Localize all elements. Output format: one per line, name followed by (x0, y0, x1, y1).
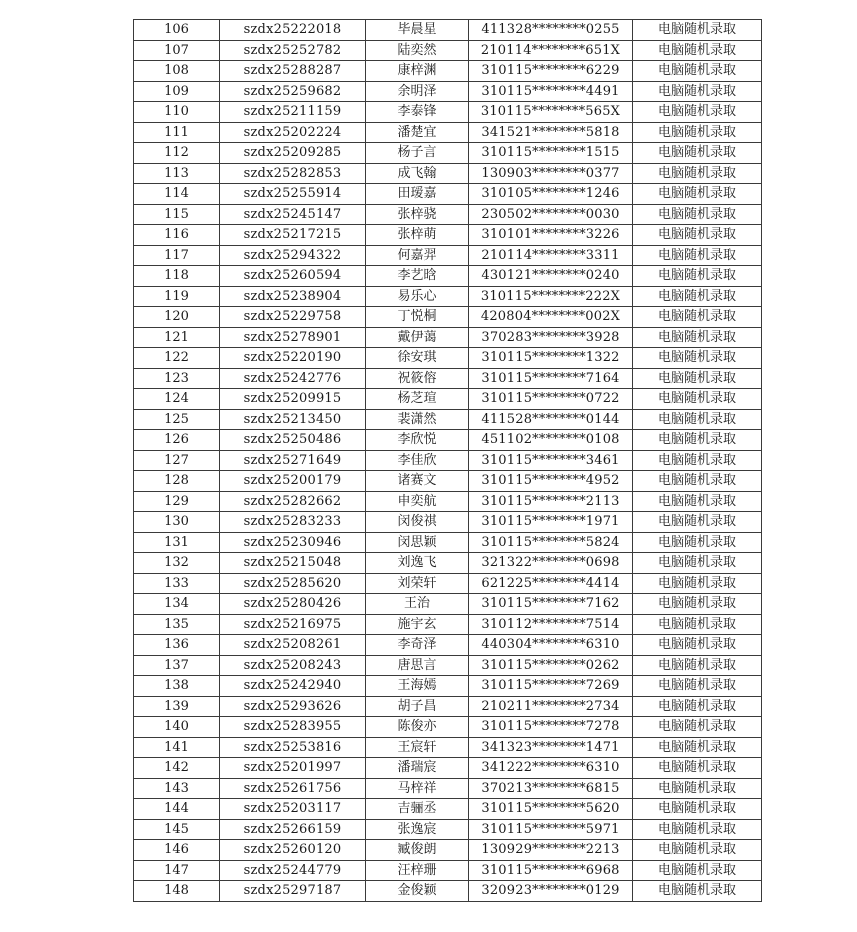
applicant-id-cell: szdx25293626 (220, 696, 366, 717)
table-row (134, 594, 762, 615)
admission-table (133, 19, 762, 902)
applicant-id-cell: szdx25230946 (220, 532, 366, 553)
row-number-cell: 140 (134, 717, 220, 738)
admission-method-cell: 电脑随机录取 (633, 245, 762, 266)
admission-method-cell: 电脑随机录取 (633, 881, 762, 902)
student-name-cell: 闵思颖 (366, 532, 469, 553)
student-name-cell: 陈俊亦 (366, 717, 469, 738)
table-row (134, 20, 762, 41)
row-number-cell: 141 (134, 737, 220, 758)
id-card-number-cell: 310115********4952 (469, 471, 633, 492)
applicant-id-cell: szdx25260120 (220, 840, 366, 861)
student-name-cell: 吉骊丞 (366, 799, 469, 820)
student-name-cell: 唐思言 (366, 655, 469, 676)
table-row (134, 122, 762, 143)
applicant-id-cell: szdx25297187 (220, 881, 366, 902)
row-number-cell: 114 (134, 184, 220, 205)
table-row (134, 799, 762, 820)
row-number-cell: 128 (134, 471, 220, 492)
admission-method-cell: 电脑随机录取 (633, 471, 762, 492)
row-number-cell: 129 (134, 491, 220, 512)
applicant-id-cell: szdx25288287 (220, 61, 366, 82)
row-number-cell: 144 (134, 799, 220, 820)
applicant-id-cell: szdx25259682 (220, 81, 366, 102)
admission-method-cell: 电脑随机录取 (633, 819, 762, 840)
id-card-number-cell: 310115********1322 (469, 348, 633, 369)
applicant-id-cell: szdx25216975 (220, 614, 366, 635)
admission-method-cell: 电脑随机录取 (633, 266, 762, 287)
row-number-cell: 138 (134, 676, 220, 697)
row-number-cell: 120 (134, 307, 220, 328)
applicant-id-cell: szdx25282662 (220, 491, 366, 512)
row-number-cell: 135 (134, 614, 220, 635)
applicant-id-cell: szdx25266159 (220, 819, 366, 840)
applicant-id-cell: szdx25283233 (220, 512, 366, 533)
row-number-cell: 142 (134, 758, 220, 779)
student-name-cell: 杨子言 (366, 143, 469, 164)
id-card-number-cell: 310115********7278 (469, 717, 633, 738)
row-number-cell: 133 (134, 573, 220, 594)
row-number-cell: 116 (134, 225, 220, 246)
row-number-cell: 137 (134, 655, 220, 676)
admission-method-cell: 电脑随机录取 (633, 163, 762, 184)
admission-method-cell: 电脑随机录取 (633, 40, 762, 61)
admission-method-cell: 电脑随机录取 (633, 368, 762, 389)
student-name-cell: 马梓祥 (366, 778, 469, 799)
applicant-id-cell: szdx25261756 (220, 778, 366, 799)
table-row (134, 512, 762, 533)
applicant-id-cell: szdx25253816 (220, 737, 366, 758)
table-row (134, 614, 762, 635)
student-name-cell: 余明泽 (366, 81, 469, 102)
student-name-cell: 王治 (366, 594, 469, 615)
row-number-cell: 143 (134, 778, 220, 799)
table-row (134, 163, 762, 184)
admission-method-cell: 电脑随机录取 (633, 696, 762, 717)
student-name-cell: 张逸宸 (366, 819, 469, 840)
id-card-number-cell: 310115********1515 (469, 143, 633, 164)
admission-method-cell: 电脑随机录取 (633, 573, 762, 594)
admission-method-cell: 电脑随机录取 (633, 122, 762, 143)
table-row (134, 143, 762, 164)
id-card-number-cell: 310115********4491 (469, 81, 633, 102)
id-card-number-cell: 310115********1971 (469, 512, 633, 533)
admission-method-cell: 电脑随机录取 (633, 491, 762, 512)
row-number-cell: 122 (134, 348, 220, 369)
admission-method-cell: 电脑随机录取 (633, 389, 762, 410)
table-row (134, 737, 762, 758)
student-name-cell: 王宸轩 (366, 737, 469, 758)
student-name-cell: 康梓渊 (366, 61, 469, 82)
id-card-number-cell: 310115********5824 (469, 532, 633, 553)
table-row (134, 450, 762, 471)
id-card-number-cell: 341222********6310 (469, 758, 633, 779)
student-name-cell: 潘楚宜 (366, 122, 469, 143)
applicant-id-cell: szdx25238904 (220, 286, 366, 307)
table-row (134, 655, 762, 676)
admission-method-cell: 电脑随机录取 (633, 676, 762, 697)
id-card-number-cell: 210114********3311 (469, 245, 633, 266)
student-name-cell: 王海嫣 (366, 676, 469, 697)
table-body (134, 20, 762, 902)
student-name-cell: 刘荣轩 (366, 573, 469, 594)
id-card-number-cell: 310115********3461 (469, 450, 633, 471)
student-name-cell: 何嘉羿 (366, 245, 469, 266)
id-card-number-cell: 430121********0240 (469, 266, 633, 287)
admission-method-cell: 电脑随机录取 (633, 286, 762, 307)
applicant-id-cell: szdx25244779 (220, 860, 366, 881)
table-row (134, 61, 762, 82)
row-number-cell: 106 (134, 20, 220, 41)
table-row (134, 778, 762, 799)
admission-method-cell: 电脑随机录取 (633, 655, 762, 676)
applicant-id-cell: szdx25201997 (220, 758, 366, 779)
row-number-cell: 134 (134, 594, 220, 615)
row-number-cell: 131 (134, 532, 220, 553)
student-name-cell: 毕晨星 (366, 20, 469, 41)
table-row (134, 102, 762, 123)
table-row (134, 840, 762, 861)
table-row (134, 81, 762, 102)
admission-method-cell: 电脑随机录取 (633, 594, 762, 615)
row-number-cell: 121 (134, 327, 220, 348)
admission-method-cell: 电脑随机录取 (633, 860, 762, 881)
applicant-id-cell: szdx25282853 (220, 163, 366, 184)
admission-method-cell: 电脑随机录取 (633, 348, 762, 369)
id-card-number-cell: 310115********6968 (469, 860, 633, 881)
applicant-id-cell: szdx25213450 (220, 409, 366, 430)
table-row (134, 40, 762, 61)
id-card-number-cell: 210211********2734 (469, 696, 633, 717)
student-name-cell: 成飞翰 (366, 163, 469, 184)
row-number-cell: 117 (134, 245, 220, 266)
id-card-number-cell: 310105********1246 (469, 184, 633, 205)
student-name-cell: 闵俊祺 (366, 512, 469, 533)
student-name-cell: 刘逸飞 (366, 553, 469, 574)
applicant-id-cell: szdx25283955 (220, 717, 366, 738)
student-name-cell: 李艺晗 (366, 266, 469, 287)
row-number-cell: 126 (134, 430, 220, 451)
table-row (134, 573, 762, 594)
admission-method-cell: 电脑随机录取 (633, 553, 762, 574)
admission-method-cell: 电脑随机录取 (633, 102, 762, 123)
applicant-id-cell: szdx25285620 (220, 573, 366, 594)
student-name-cell: 陆奕然 (366, 40, 469, 61)
table-row (134, 307, 762, 328)
id-card-number-cell: 411528********0144 (469, 409, 633, 430)
admission-method-cell: 电脑随机录取 (633, 225, 762, 246)
id-card-number-cell: 230502********0030 (469, 204, 633, 225)
row-number-cell: 119 (134, 286, 220, 307)
id-card-number-cell: 130929********2213 (469, 840, 633, 861)
student-name-cell: 胡子昌 (366, 696, 469, 717)
id-card-number-cell: 341323********1471 (469, 737, 633, 758)
applicant-id-cell: szdx25278901 (220, 327, 366, 348)
applicant-id-cell: szdx25229758 (220, 307, 366, 328)
row-number-cell: 115 (134, 204, 220, 225)
row-number-cell: 125 (134, 409, 220, 430)
student-name-cell: 祝筱傛 (366, 368, 469, 389)
row-number-cell: 146 (134, 840, 220, 861)
table-row (134, 327, 762, 348)
applicant-id-cell: szdx25280426 (220, 594, 366, 615)
id-card-number-cell: 310101********3226 (469, 225, 633, 246)
applicant-id-cell: szdx25200179 (220, 471, 366, 492)
id-card-number-cell: 621225********4414 (469, 573, 633, 594)
row-number-cell: 107 (134, 40, 220, 61)
row-number-cell: 148 (134, 881, 220, 902)
admission-method-cell: 电脑随机录取 (633, 327, 762, 348)
id-card-number-cell: 210114********651X (469, 40, 633, 61)
id-card-number-cell: 310115********0722 (469, 389, 633, 410)
row-number-cell: 130 (134, 512, 220, 533)
student-name-cell: 田瑷嘉 (366, 184, 469, 205)
applicant-id-cell: szdx25271649 (220, 450, 366, 471)
id-card-number-cell: 370283********3928 (469, 327, 633, 348)
applicant-id-cell: szdx25208261 (220, 635, 366, 656)
student-name-cell: 丁悦桐 (366, 307, 469, 328)
table-row (134, 225, 762, 246)
admission-method-cell: 电脑随机录取 (633, 840, 762, 861)
table-row (134, 204, 762, 225)
admission-method-cell: 电脑随机录取 (633, 758, 762, 779)
id-card-number-cell: 310115********222X (469, 286, 633, 307)
admission-method-cell: 电脑随机录取 (633, 799, 762, 820)
id-card-number-cell: 341521********5818 (469, 122, 633, 143)
row-number-cell: 136 (134, 635, 220, 656)
table-row (134, 471, 762, 492)
student-name-cell: 李泰锋 (366, 102, 469, 123)
student-name-cell: 诸赛文 (366, 471, 469, 492)
student-name-cell: 臧俊朗 (366, 840, 469, 861)
student-name-cell: 戴伊蔼 (366, 327, 469, 348)
table-row (134, 532, 762, 553)
id-card-number-cell: 310115********5620 (469, 799, 633, 820)
student-name-cell: 张梓萌 (366, 225, 469, 246)
table-row (134, 286, 762, 307)
applicant-id-cell: szdx25245147 (220, 204, 366, 225)
id-card-number-cell: 370213********6815 (469, 778, 633, 799)
row-number-cell: 110 (134, 102, 220, 123)
applicant-id-cell: szdx25250486 (220, 430, 366, 451)
row-number-cell: 123 (134, 368, 220, 389)
row-number-cell: 113 (134, 163, 220, 184)
id-card-number-cell: 440304********6310 (469, 635, 633, 656)
table-row (134, 491, 762, 512)
id-card-number-cell: 321322********0698 (469, 553, 633, 574)
table-row (134, 348, 762, 369)
admission-method-cell: 电脑随机录取 (633, 778, 762, 799)
student-name-cell: 金俊颖 (366, 881, 469, 902)
table-row (134, 266, 762, 287)
admission-method-cell: 电脑随机录取 (633, 532, 762, 553)
id-card-number-cell: 310115********7269 (469, 676, 633, 697)
applicant-id-cell: szdx25242940 (220, 676, 366, 697)
applicant-id-cell: szdx25209285 (220, 143, 366, 164)
student-name-cell: 潘瑞宸 (366, 758, 469, 779)
admission-method-cell: 电脑随机录取 (633, 307, 762, 328)
table-row (134, 676, 762, 697)
id-card-number-cell: 310112********7514 (469, 614, 633, 635)
applicant-id-cell: szdx25294322 (220, 245, 366, 266)
row-number-cell: 108 (134, 61, 220, 82)
admission-method-cell: 电脑随机录取 (633, 204, 762, 225)
id-card-number-cell: 310115********7164 (469, 368, 633, 389)
admission-method-cell: 电脑随机录取 (633, 717, 762, 738)
admission-method-cell: 电脑随机录取 (633, 61, 762, 82)
applicant-id-cell: szdx25203117 (220, 799, 366, 820)
applicant-id-cell: szdx25222018 (220, 20, 366, 41)
applicant-id-cell: szdx25220190 (220, 348, 366, 369)
student-name-cell: 裴潇然 (366, 409, 469, 430)
applicant-id-cell: szdx25242776 (220, 368, 366, 389)
student-name-cell: 杨芝瑄 (366, 389, 469, 410)
table-row (134, 860, 762, 881)
table-row (134, 881, 762, 902)
admission-method-cell: 电脑随机录取 (633, 614, 762, 635)
table-row (134, 717, 762, 738)
student-name-cell: 易乐心 (366, 286, 469, 307)
row-number-cell: 124 (134, 389, 220, 410)
table-row (134, 758, 762, 779)
admission-method-cell: 电脑随机录取 (633, 450, 762, 471)
table-row (134, 409, 762, 430)
admission-method-cell: 电脑随机录取 (633, 737, 762, 758)
table-row (134, 553, 762, 574)
id-card-number-cell: 130903********0377 (469, 163, 633, 184)
table-row (134, 184, 762, 205)
id-card-number-cell: 310115********565X (469, 102, 633, 123)
admission-method-cell: 电脑随机录取 (633, 81, 762, 102)
row-number-cell: 111 (134, 122, 220, 143)
student-name-cell: 李佳欣 (366, 450, 469, 471)
row-number-cell: 145 (134, 819, 220, 840)
row-number-cell: 112 (134, 143, 220, 164)
table-row (134, 635, 762, 656)
admission-method-cell: 电脑随机录取 (633, 184, 762, 205)
row-number-cell: 127 (134, 450, 220, 471)
admission-method-cell: 电脑随机录取 (633, 430, 762, 451)
applicant-id-cell: szdx25211159 (220, 102, 366, 123)
id-card-number-cell: 310115********7162 (469, 594, 633, 615)
row-number-cell: 139 (134, 696, 220, 717)
table-row (134, 389, 762, 410)
id-card-number-cell: 310115********0262 (469, 655, 633, 676)
applicant-id-cell: szdx25209915 (220, 389, 366, 410)
student-name-cell: 张梓骁 (366, 204, 469, 225)
table-row (134, 245, 762, 266)
admission-method-cell: 电脑随机录取 (633, 409, 762, 430)
id-card-number-cell: 310115********5971 (469, 819, 633, 840)
student-name-cell: 李奇泽 (366, 635, 469, 656)
row-number-cell: 118 (134, 266, 220, 287)
student-name-cell: 施宇玄 (366, 614, 469, 635)
student-name-cell: 申奕航 (366, 491, 469, 512)
admission-method-cell: 电脑随机录取 (633, 512, 762, 533)
id-card-number-cell: 411328********0255 (469, 20, 633, 41)
id-card-number-cell: 320923********0129 (469, 881, 633, 902)
table-row (134, 696, 762, 717)
applicant-id-cell: szdx25255914 (220, 184, 366, 205)
applicant-id-cell: szdx25202224 (220, 122, 366, 143)
id-card-number-cell: 451102********0108 (469, 430, 633, 451)
applicant-id-cell: szdx25208243 (220, 655, 366, 676)
admission-method-cell: 电脑随机录取 (633, 20, 762, 41)
table-row (134, 819, 762, 840)
row-number-cell: 109 (134, 81, 220, 102)
row-number-cell: 147 (134, 860, 220, 881)
id-card-number-cell: 310115********2113 (469, 491, 633, 512)
id-card-number-cell: 420804********002X (469, 307, 633, 328)
applicant-id-cell: szdx25217215 (220, 225, 366, 246)
admission-method-cell: 电脑随机录取 (633, 143, 762, 164)
applicant-id-cell: szdx25215048 (220, 553, 366, 574)
applicant-id-cell: szdx25252782 (220, 40, 366, 61)
student-name-cell: 李欣悦 (366, 430, 469, 451)
applicant-id-cell: szdx25260594 (220, 266, 366, 287)
id-card-number-cell: 310115********6229 (469, 61, 633, 82)
admission-method-cell: 电脑随机录取 (633, 635, 762, 656)
row-number-cell: 132 (134, 553, 220, 574)
table-row (134, 368, 762, 389)
student-name-cell: 徐安琪 (366, 348, 469, 369)
student-name-cell: 汪梓珊 (366, 860, 469, 881)
table-row (134, 430, 762, 451)
